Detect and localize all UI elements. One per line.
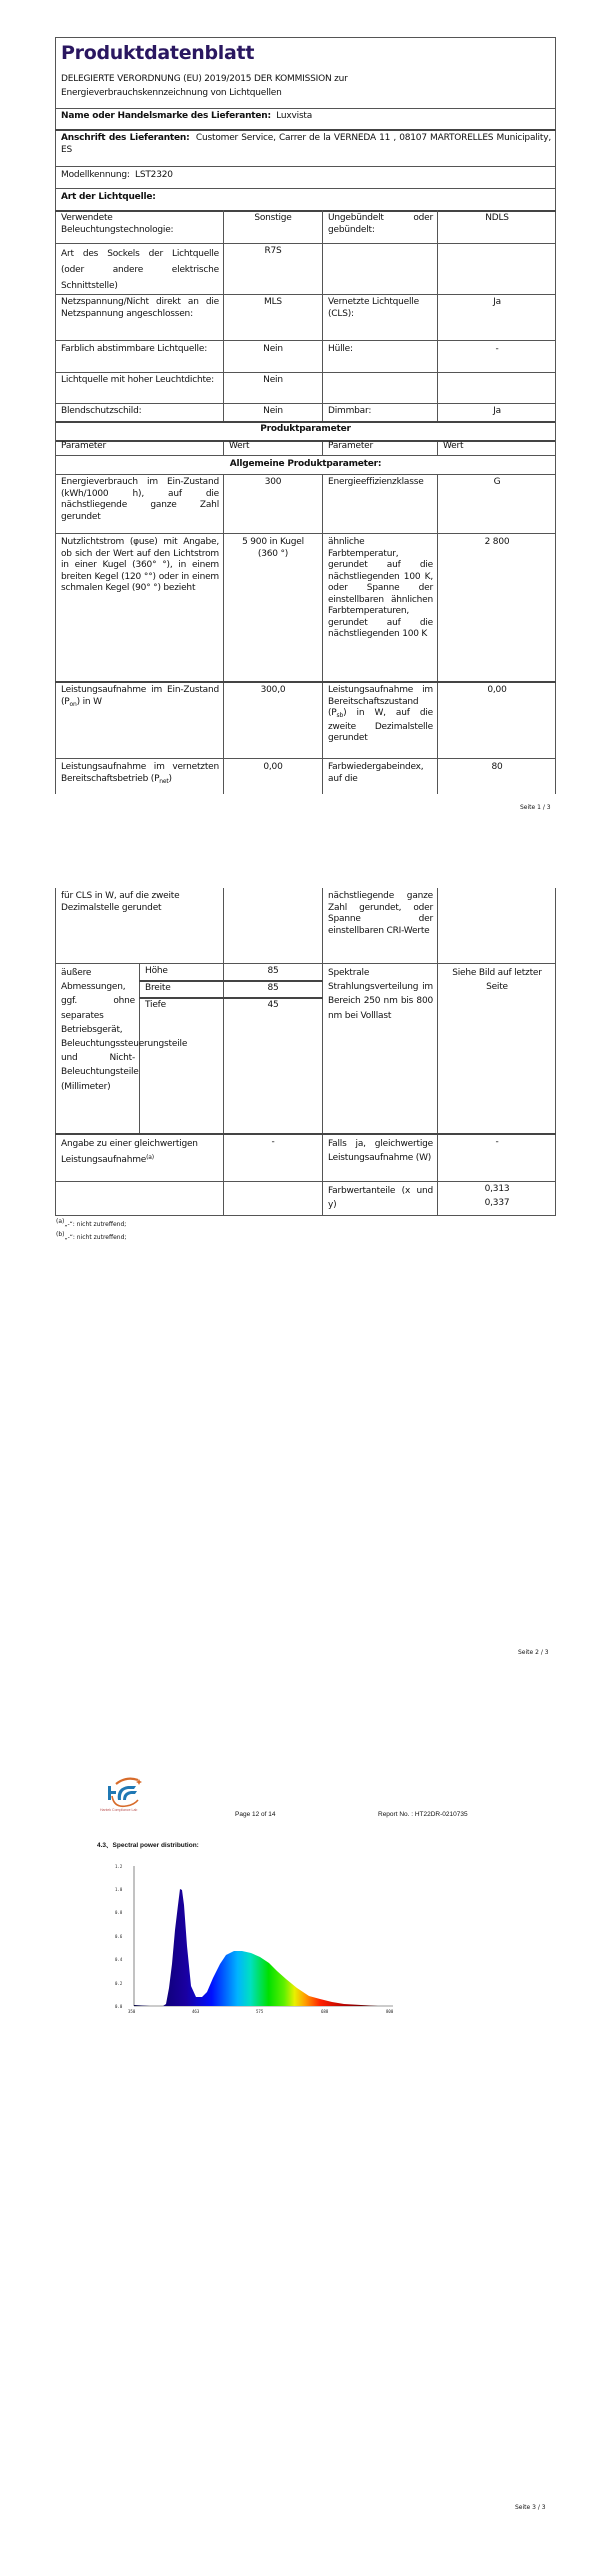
supplier-name-value: Luxvista <box>276 111 313 121</box>
dimension-width-label: Breite <box>145 983 171 993</box>
type-row-2-value2: Ja <box>493 297 501 307</box>
dimension-depth-value: 45 <box>267 1000 279 1010</box>
cont-row-param: für CLS in W, auf die zweite Dezimalstelle gerundet <box>61 891 180 913</box>
cont-row-param2: nächstliegende ganze Zahl gerundet, oder Spanne der einstellbaren CRI-Werte <box>328 891 433 936</box>
section-heading: 4.3、Spectral power distribution: <box>97 1842 199 1849</box>
type-row-0-value: Sonstige <box>254 213 292 223</box>
type-row-1-param: Art des Sockels der Lichtquelle (oder andere elektrische Schnittstelle) <box>61 249 219 291</box>
param-row-3-value2: 80 <box>491 762 503 772</box>
type-row-2-param: Netzspannung/Nicht direkt an die Netzspannung angeschlossen: <box>61 297 219 319</box>
supplier-name: Name oder Handelsmarke des Lieferanten: Luxvista <box>61 111 313 121</box>
general-params-heading: Allgemeine Produktparameter: <box>229 459 382 469</box>
light-source-type-label: Art der Lichtquelle: <box>61 192 156 202</box>
regulation-line-1: DELEGIERTE VERORDNUNG (EU) 2019/2015 DER KOMMISSION zur <box>61 74 348 84</box>
col-header-value-1: Wert <box>229 441 250 451</box>
chromaticity-y: 0,337 <box>484 1198 510 1208</box>
param-row-0-param2: Energieeffizienzklasse <box>328 477 424 487</box>
logo-caption: Hantek Compliance Lab <box>100 1808 138 1812</box>
type-row-3-value: Nein <box>263 344 283 354</box>
type-row-2-param2: Vernetzte Lichtquelle (CLS): <box>328 297 419 319</box>
param-row-2-param2: Leistungsaufnahme im Bereitschaftszustand $(P_{sb})$ in W, auf die zweite Dezimalstelle gerundet <box>328 685 433 743</box>
type-row-2-value: MLS <box>264 297 282 307</box>
param-row-0-value2: G <box>493 477 501 487</box>
type-row-4-value: Nein <box>263 375 283 385</box>
type-row-3-param2: Hülle: <box>328 344 353 354</box>
report-number: Report No. : HT22DR-0210735 <box>378 1811 468 1818</box>
param-row-3-param2: Farbwiedergabeindex, auf die <box>328 762 424 784</box>
type-row-5-value2: Ja <box>493 406 501 416</box>
svg-text:688: 688 <box>321 2009 329 2014</box>
page-number-1: Seite 1 / 3 <box>520 804 551 811</box>
spectral-distribution-plot <box>95 1860 395 2020</box>
dimension-depth-label: Tiefe <box>145 1000 166 1010</box>
param-row-2-value: 300,0 <box>260 685 286 695</box>
model-identifier: Modellkennung: LST2320 <box>61 170 173 180</box>
model-value: LST2320 <box>135 170 173 180</box>
equiv-power-info-label: Angabe zu einer gleichwertigen Leistungsaufnahme$^{(a)}$ <box>61 1139 198 1165</box>
param-row-3-param: Leistungsaufnahme im vernetzten Bereitschaftsbetrieb $(P_{net})$ <box>61 762 219 785</box>
svg-text:0.6: 0.6 <box>115 1934 123 1939</box>
type-row-5-value: Nein <box>263 406 283 416</box>
supplier-address-value: Customer Service, Carrer de la VERNEDA 11 , 08107 MARTORELLES Municipality, ES <box>61 133 551 155</box>
equiv-power-value: - <box>495 1137 499 1147</box>
footnote-b: $^{(b)}$„-“: nicht zutreffend; <box>56 1231 127 1241</box>
spectral-power-chart <box>95 1860 395 2020</box>
test-lab-logo <box>102 1776 152 1816</box>
dimension-height-value: 85 <box>267 966 279 976</box>
param-row-0-param: Energieverbrauch im Ein-Zustand (kWh/1000 h), auf die nächstliegende ganze Zahl gerundet <box>61 477 219 522</box>
type-row-3-value2: - <box>495 344 499 354</box>
spectral-value: Siehe Bild auf letzter Seite <box>452 968 542 993</box>
report-page-of: Page 12 of 14 <box>235 1811 276 1818</box>
supplier-address: Anschrift des Lieferanten: Customer Service, Carrer de la VERNEDA 11 , 08107 MARTORELLES Municipality, ES <box>61 133 551 155</box>
chromaticity-label: Farbwertanteile (x und y) <box>328 1186 433 1210</box>
param-row-2-value2: 0,00 <box>487 685 507 695</box>
page-number-2: Seite 2 / 3 <box>518 1649 549 1656</box>
spectrum-curve <box>134 1889 393 2006</box>
equiv-power-label: Falls ja, gleichwertige Leistungsaufnahme (W) <box>328 1139 433 1163</box>
param-row-3-value: 0,00 <box>263 762 283 772</box>
type-row-3-param: Farblich abstimmbare Lichtquelle: <box>61 344 208 354</box>
footnote-a: $^{(a)}$„-“: nicht zutreffend; <box>56 1218 127 1228</box>
param-row-1-param: Nutzlichtstrom (φuse) mit Angabe, ob sich der Wert auf den Lichtstrom in einer Kugel (360° °), in einem breiten Kegel (120 °°) oder in einem schmalen Kegel (90° °) bezieht <box>61 537 219 593</box>
type-row-0-param2: Ungebündelt oder gebündelt: <box>328 213 433 235</box>
type-row-0-value2: NDLS <box>485 213 509 223</box>
param-row-1-value2: 2 800 <box>484 537 510 547</box>
svg-text:463: 463 <box>192 2009 200 2014</box>
type-row-1-value: R7S <box>264 246 282 256</box>
svg-text:0.2: 0.2 <box>115 1981 123 1986</box>
equiv-power-info-value: - <box>271 1137 275 1147</box>
param-row-1-value: 5 900 in Kugel (360 °) <box>242 537 304 559</box>
page-title: Produktdatenblatt <box>61 42 255 64</box>
svg-text:0.4: 0.4 <box>115 1957 123 1962</box>
svg-text:350: 350 <box>128 2009 136 2014</box>
param-row-2-param: Leistungsaufnahme im Ein-Zustand $(P_{on})$ in W <box>61 685 219 708</box>
dimensions-label: äußere Abmessungen, ggf. ohne separates Betriebsgerät, Beleuchtungssteuerungsteile und Nicht-Beleuchtungsteile (Millimeter) <box>61 968 188 1092</box>
product-params-heading: Produktparameter <box>260 424 351 434</box>
svg-text:1.0: 1.0 <box>115 1887 123 1892</box>
svg-text:800: 800 <box>386 2009 394 2014</box>
param-row-0-value: 300 <box>264 477 282 487</box>
svg-text:575: 575 <box>256 2009 264 2014</box>
type-row-0-param: Verwendete Beleuchtungstechnologie: <box>61 213 174 235</box>
col-header-value-2: Wert <box>443 441 464 451</box>
type-row-4-param: Lichtquelle mit hoher Leuchtdichte: <box>61 375 214 385</box>
svg-text:0.8: 0.8 <box>115 1910 123 1915</box>
spectral-label: Spektrale Strahlungsverteilung im Bereich 250 nm bis 800 nm bei Volllast <box>328 968 433 1021</box>
dimension-height-label: Höhe <box>145 966 168 976</box>
regulation-line-2: Energieverbrauchskennzeichnung von Lichtquellen <box>61 88 282 98</box>
dimension-width-value: 85 <box>267 983 279 993</box>
page-number-3: Seite 3 / 3 <box>515 2504 546 2511</box>
svg-text:1.2: 1.2 <box>115 1864 123 1869</box>
type-row-5-param2: Dimmbar: <box>328 406 372 416</box>
svg-text:0.0: 0.0 <box>115 2004 123 2009</box>
chromaticity-x: 0,313 <box>484 1184 510 1194</box>
param-row-1-param2: ähnliche Farbtemperatur, gerundet auf die nächstliegenden 100 K, oder Spanne der einstellbaren ähnlichen Farbtemperaturen, gerundet auf die nächstliegenden 100 K <box>328 537 433 639</box>
col-header-parameter-2: Parameter <box>328 441 374 451</box>
col-header-parameter-1: Parameter <box>61 441 107 451</box>
type-row-5-param: Blendschutzschild: <box>61 406 142 416</box>
